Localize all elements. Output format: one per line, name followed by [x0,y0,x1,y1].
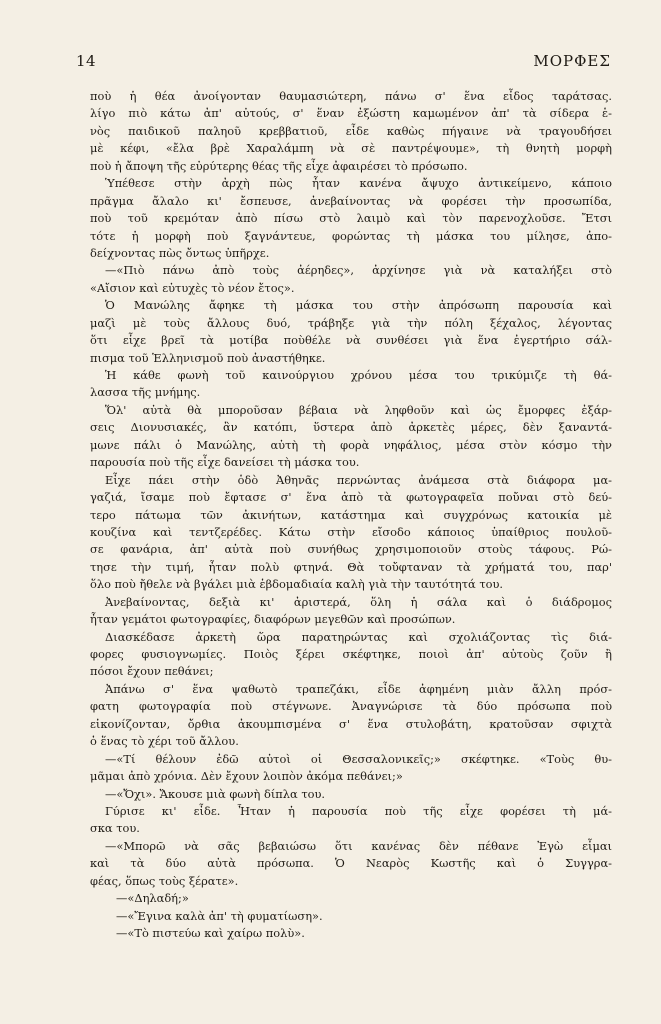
text-line: σκα του. [90,821,140,836]
text-line: —«Πιὸ πάνω ἀπὸ τοὺς ἀέρηδες», ἀρχίνησε γιὰ νὰ καταλήξει στὸ [105,263,612,278]
text-line: τερο πάτωμα τῶν ἀκινήτων, κατάστημα καὶ συγχρόνως κατοικία μὲ [90,507,612,522]
text-line: μᾶμαι ἀπὸ χρόνια. Δὲν ἔχουν λοιπὸν ἀκόμα πεθάνει;» [90,769,403,784]
text-line: ποὺ τοῦ κρεμόταν ἀπὸ πίσω στὸ λαιμὸ καὶ τὸν παρενοχλοῦσε. Ἔτσι [90,211,612,226]
page-number: 14 [76,52,97,70]
text-line: μωνε πάλι ὁ Μανώλης, αὐτὴ τὴ φορὰ νηφάλιος, μέσα στὸν κόσμο τὴν [90,437,612,452]
text-line: Ὑπέθεσε στὴν ἀρχὴ πὼς ἦταν κανένα ἄψυχο ἀντικείμενο, κάποιο [105,176,612,191]
text-line: φέας, ὅπως τοὺς ξέρατε». [90,873,239,888]
text-line: —«Τὸ πιστεύω καὶ χαίρω πολὺ». [116,926,305,940]
running-head: ΜΟΡΦΕΣ [533,52,611,70]
text-line: εἰκονίζονταν, ὄρθια ἀκουμπισμένα σ' ἕνα στυλοβάτη, κρατοῦσαν σφιχτὰ [90,716,612,731]
text-line: —«Μπορῶ νὰ σᾶς βεβαιώσω ὅτι κανένας δὲν πέθανε Ἐγὼ εἶμαι [105,838,612,853]
text-line: σε φανάρια, ἀπ' αὐτὰ ποὺ συνήθως χρησιμοποιοῦν στοὺς τάφους. Ρώ- [90,542,612,557]
text-line: —«Δηλαδή;» [116,891,189,906]
text-line: ποὺ ἡ θέα ἀνοίγονταν θαυμασιώτερη, πάνω σ' ἕνα εἶδος ταράτσας. [90,89,612,103]
text-line: πρᾶγμα ἄλαλο κι' ἔσπευσε, ἀνεβαίνοντας νὰ φορέσει τὴν προσωπίδα, [90,193,612,208]
text-line: ποὺ ἡ ἄποψη τῆς εὐρύτερης θέας τῆς εἶχε ἀφαιρέσει τὸ πρόσωπο. [90,158,468,173]
text-body [90,88,612,942]
text-line: δείχνοντας πὼς ὄντως ὑπῆρχε. [90,245,270,260]
text-line: φορες φυσιογνωμίες. Ποιὸς ξέρει σκέφτηκε, ποιοὶ ἀπ' αὐτοὺς ζοῦν ἢ [90,647,612,661]
text-line: Ἀπάνω σ' ἕνα ψαθωτὸ τραπεζάκι, εἶδε ἀφημένη μιὰν ἄλλη πρόσ- [105,681,612,696]
text-line: «Αἴσιον καὶ εὐτυχὲς τὸ νέον ἔτος». [90,280,295,295]
text-line: Εἶχε πάει στὴν ὁδὸ Ἀθηνᾶς περνώντας ἀνάμεσα στὰ διάφορα μα- [105,472,612,487]
text-line: κουζίνα καὶ τεντζερέδες. Κάτω στὴν εἴσοδο κάποιος ὑπαίθριος πουλοῦ- [90,524,612,539]
text-line: ὁ ἕνας τὸ χέρι τοῦ ἄλλου. [90,734,239,749]
text-line: πόσοι ἔχουν πεθάνει; [90,664,214,679]
text-line: νὸς παιδικοῦ παληοῦ κρεββατιοῦ, εἶδε καθὼς πήγαινε νὰ τραγουδήσει [90,123,612,138]
text-line: λασσα τῆς μνήμης. [90,385,201,400]
text-line: Γύρισε κι' εἶδε. Ἦταν ἡ παρουσία ποὺ τῆς εἶχε φορέσει τὴ μά- [105,803,612,818]
text-line: μὲ κέφι, «ἔλα βρὲ Χαραλάμπη νὰ σὲ παντρέψουμε», τὴ θνητὴ μορφὴ [90,141,612,156]
text-line: ὅλο ποὺ ἤθελε νὰ βγάλει μιὰ ἑβδομαδιαία καλὴ γιὰ τὴν ταυτότητά του. [90,577,504,592]
text-line: καὶ τὰ δύο αὐτὰ πρόσωπα. Ὁ Νεαρὸς Κωστῆς καὶ ὁ Συγγρα- [90,856,612,871]
text-line: Ἡ κάθε φωνὴ τοῦ καινούργιου χρόνου μέσα του τρικύμιζε τὴ θά- [105,368,612,382]
text-line: —«Ὄχι». Ἄκουσε μιὰ φωνὴ δίπλα του. [105,786,326,801]
text-line: Διασκέδασε ἀρκετὴ ὥρα παρατηρώντας καὶ σχολιάζοντας τὶς διά- [105,629,612,644]
text-line: γαζιά, ἴσαμε ποὺ ἔφτασε σ' ἕνα ἀπὸ τὰ φωτογραφεῖα ποὔναι στὸ δεύ- [90,490,612,505]
text-line: Ὅλ' αὐτὰ θὰ μποροῦσαν βέβαια νὰ ληφθοῦν καὶ ὡς ἔμορφες ἐξάρ- [105,402,612,417]
text-line: μαζὶ μὲ τοὺς ἄλλους δυό, τράβηξε γιὰ τὴν πόλη ξέχαλος, λέγοντας [90,315,612,330]
text-line: τότε ἡ μορφὴ ποὺ ξαγνάντευε, φορώντας τὴ μάσκα του μίλησε, ἀπο- [90,228,612,243]
text-line: ἦταν γεμάτοι φωτογραφίες, διαφόρων μεγεθῶν καὶ προσώπων. [90,612,456,627]
text-line: ὅτι εἶχε βρεῖ τὰ μοτίβα ποὺθέλε νὰ συνθέσει γιὰ ἕνα ἐγερτήριο σάλ- [90,333,612,348]
text-line: —«Ἔγινα καλὰ ἀπ' τὴ φυματίωση». [116,908,323,923]
text-line: παρουσία ποὺ τῆς εἶχε δανείσει τὴ μάσκα του. [90,455,360,470]
text-line: λίγο πιὸ κάτω ἀπ' αὐτούς, σ' ἕναν ἐξώστη καμωμένον ἀπ' τὰ σίδερα ἑ- [90,106,612,121]
text-line: σεις Διονυσιακές, ἂν κατόπι, ὕστερα ἀπὸ ἀρκετὲς μέρες, δὲν ξαναντά- [90,420,612,435]
text-line: τησε τὴν τιμή, ἦταν πολὺ φτηνά. Θὰ τοὔφταναν τὰ χρήματά του, παρ' [90,559,612,574]
text-line: Ἀνεβαίνοντας, δεξιὰ κι' ἀριστερά, ὅλη ἡ σάλα καὶ ὁ διάδρομος [105,594,612,609]
text-line: —«Τί θέλουν ἐδῶ αὐτοὶ οἱ Θεσσαλονικεῖς;» σκέφτηκε. «Τοὺς θυ- [105,751,612,766]
text-line: Ὁ Μανώλης ἄφηκε τὴ μάσκα του στὴν ἀπρόσωπη παρουσία καὶ [105,298,612,313]
text-line: πισμα τοῦ Ἑλληνισμοῦ ποὺ ἀναστήθηκε. [90,350,326,365]
text-line: φατη φωτογραφία ποὺ στέγνωνε. Ἀναγνώρισε τὰ δύο πρόσωπα ποὺ [90,699,612,714]
